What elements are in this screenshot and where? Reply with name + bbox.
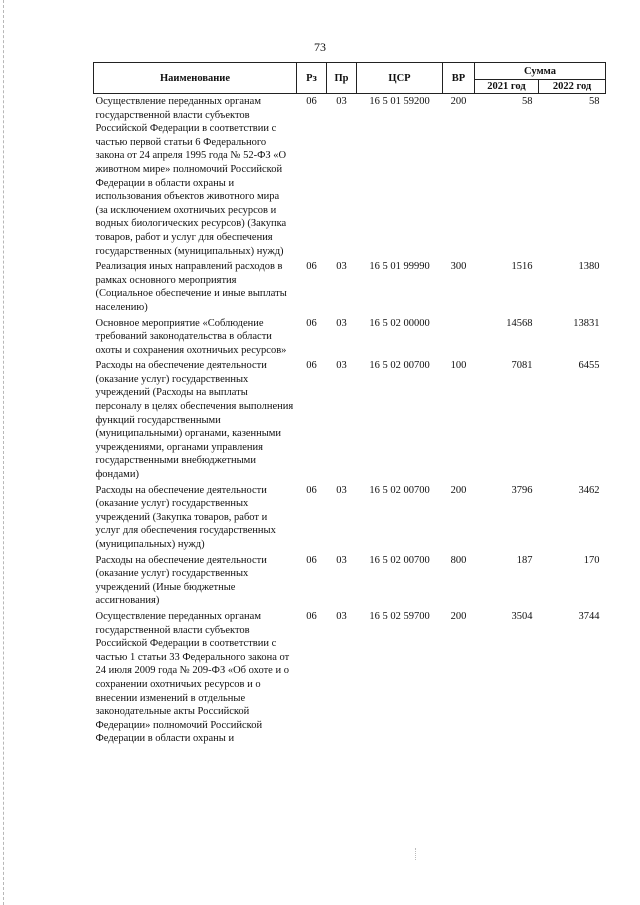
cell-sum-2022: 170 (583, 554, 600, 566)
cell-name: Расходы на обеспечение деятельности (оказание услуг) государственных учреждений (Закупка товаров, работ и услуг для обеспечения государственных (муниципальных) нужд) (95, 484, 276, 550)
cell-rz: 06 (306, 610, 317, 622)
header-csr: ЦСР (357, 63, 443, 94)
cell-name: Расходы на обеспечение деятельности (оказание услуг) государственных учреждений (Расходы на выплаты персоналу в целях обеспечения выполнения функций государственными (муниципальными) органами, казенными учреждениями, органами управления государственными внебюджетными фондами) (95, 360, 294, 481)
table-body (94, 94, 606, 748)
cell-sum-2022: 6455 (578, 360, 600, 372)
cell-pr: 03 (336, 484, 347, 496)
cell-pr: 03 (336, 96, 347, 107)
cell-pr: 03 (336, 317, 347, 329)
cell-csr: 16 5 02 59700 (369, 610, 430, 622)
table-row (94, 554, 606, 610)
table-row (94, 484, 606, 554)
scan-edge-line (3, 0, 5, 905)
budget-table (93, 62, 606, 748)
cell-rz: 06 (306, 360, 317, 372)
cell-sum-2021: 1516 (511, 261, 533, 273)
cell-csr: 16 5 02 00700 (369, 554, 430, 566)
scan-artifact-mark (415, 848, 417, 860)
cell-vr: 200 (450, 96, 467, 107)
cell-pr: 03 (336, 360, 347, 372)
cell-sum-2021: 58 (522, 96, 533, 107)
table-row (94, 317, 606, 360)
cell-rz: 06 (306, 261, 317, 273)
cell-name: Реализация иных направлений расходов в рамках основного мероприятия (Социальное обеспечение и иные выплаты населению) (95, 261, 287, 313)
cell-rz: 06 (306, 554, 317, 566)
cell-vr: 200 (450, 484, 467, 496)
header-rz: Рз (297, 63, 327, 94)
cell-pr: 03 (336, 261, 347, 273)
cell-vr (443, 317, 475, 360)
cell-sum-2022: 3462 (578, 484, 600, 496)
cell-rz: 06 (306, 96, 317, 107)
header-vr: ВР (443, 63, 475, 94)
cell-rz: 06 (306, 317, 317, 329)
cell-name: Осуществление переданных органам государственной власти субъектов Российской Федерации в соответствии с частью первой статьи 6 Федерального закона от 24 апреля 1995 года № 52-ФЗ «О животном мире» полномочий Российской Федерации в области охраны и использования объектов животного мира (за исключением охотничьих ресурсов и водных биологических ресурсов) (Закупка товаров, работ и услуг для обеспечения государственных (муниципальных) нужд) (95, 96, 287, 257)
header-year-2021: 2021 год (475, 80, 539, 94)
header-pr: Пр (327, 63, 357, 94)
page-number: 73 (314, 40, 326, 54)
table-header (94, 63, 606, 94)
cell-csr: 16 5 02 00700 (369, 484, 430, 496)
table-row (94, 94, 606, 261)
cell-vr: 300 (450, 261, 467, 273)
header-name: Наименование (94, 63, 297, 94)
table-row (94, 260, 606, 316)
cell-csr: 16 5 01 59200 (369, 96, 430, 107)
cell-csr: 16 5 01 99990 (369, 261, 430, 273)
cell-sum-2021: 3796 (511, 484, 533, 496)
cell-sum-2022: 1380 (578, 261, 600, 273)
table-row (94, 359, 606, 483)
cell-sum-2022: 3744 (578, 610, 600, 622)
cell-vr: 100 (450, 360, 467, 372)
table-row (94, 610, 606, 748)
cell-rz: 06 (306, 484, 317, 496)
cell-vr: 800 (450, 554, 467, 566)
cell-csr: 16 5 02 00700 (369, 360, 430, 372)
cell-csr: 16 5 02 00000 (369, 317, 430, 329)
cell-sum-2021: 14568 (506, 317, 533, 329)
cell-pr: 03 (336, 610, 347, 622)
header-year-2022: 2022 год (539, 80, 606, 94)
cell-sum-2021: 187 (516, 554, 533, 566)
cell-sum-2022: 13831 (573, 317, 600, 329)
cell-sum-2022: 58 (589, 96, 600, 107)
cell-vr: 200 (450, 610, 467, 622)
cell-pr: 03 (336, 554, 347, 566)
cell-sum-2021: 3504 (511, 610, 533, 622)
cell-sum-2021: 7081 (511, 360, 533, 372)
cell-name: Расходы на обеспечение деятельности (оказание услуг) государственных учреждений (Иные бюджетные ассигнования) (95, 554, 267, 607)
header-sum: Сумма (475, 63, 606, 80)
cell-name: Осуществление переданных органам государственной власти субъектов Российской Федерации в соответствии с частью 1 статьи 33 Федерального закона от 24 июля 2009 года № 209-ФЗ «Об охоте и о сохранении охотничьих ресурсов и о внесении изменений в отдельные законодательные акты Российской Федерации» полномочий Российской Федерации в области охраны и (95, 610, 290, 745)
cell-name: Основное мероприятие «Соблюдение требований законодательства в области охоты и сохранения охотничьих ресурсов» (95, 317, 287, 356)
